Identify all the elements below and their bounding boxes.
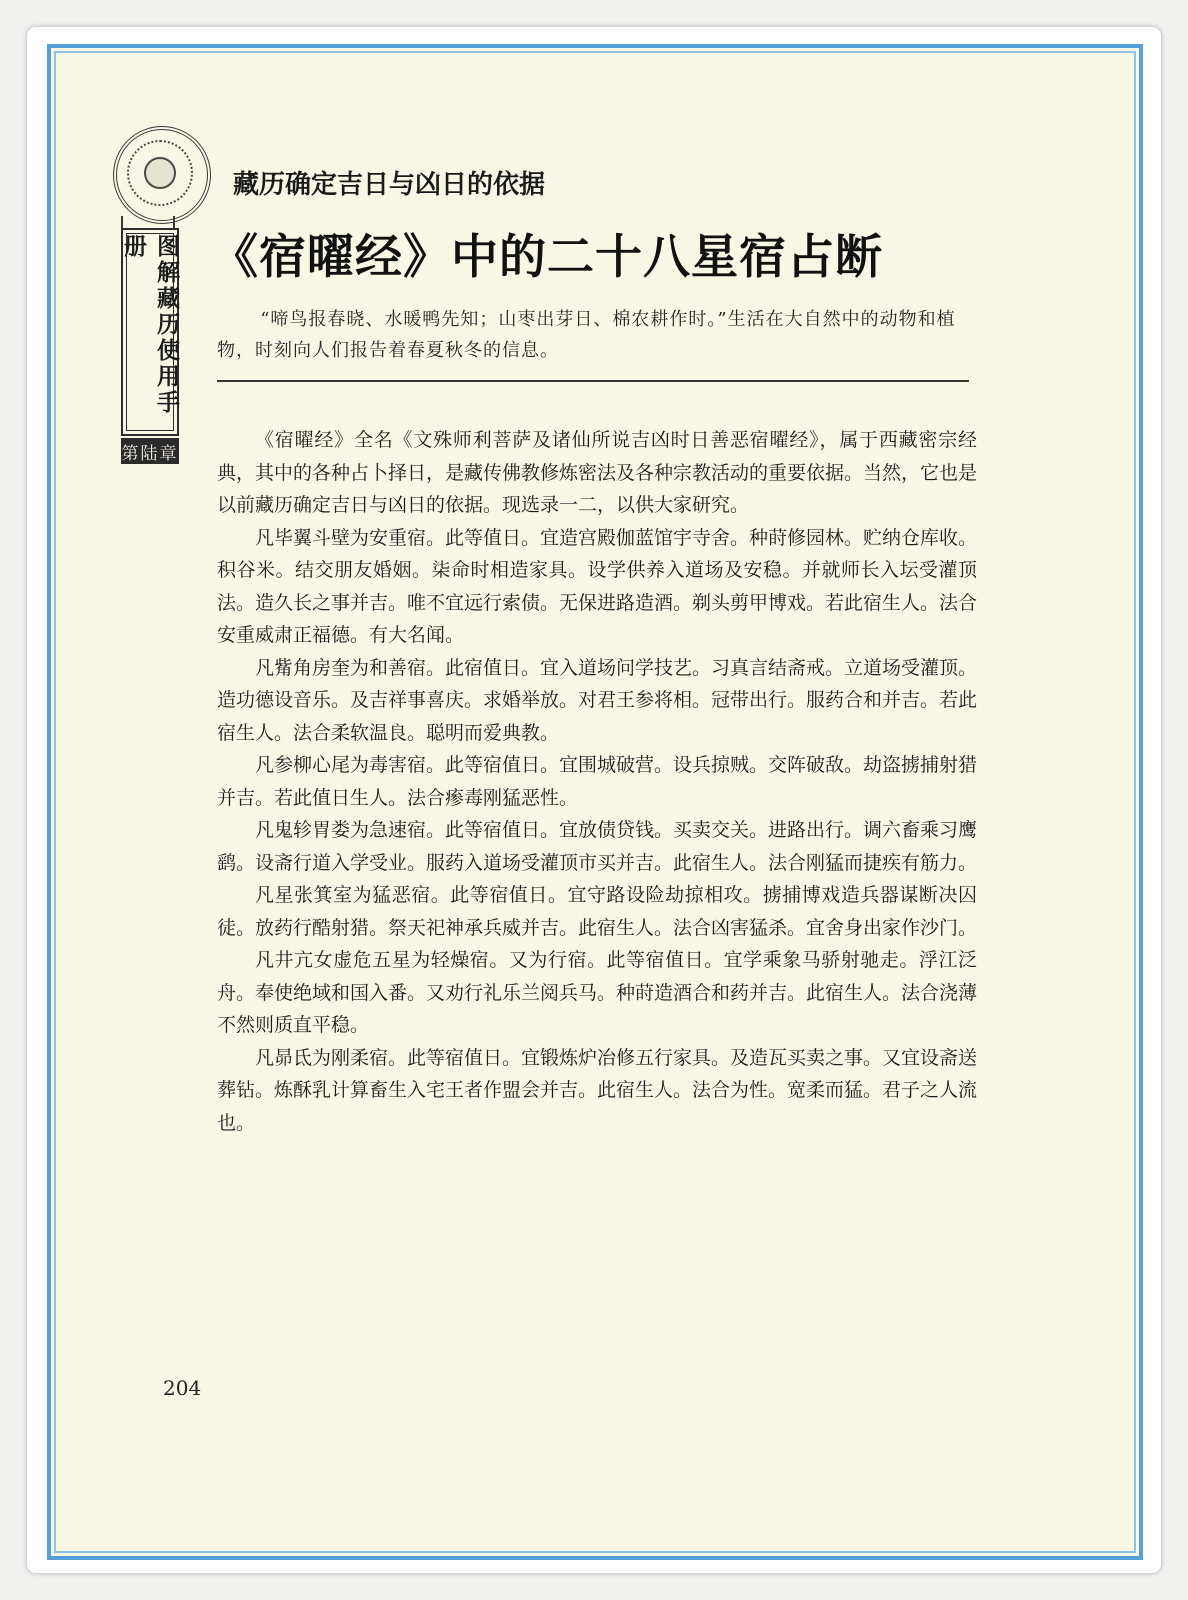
paragraph-1: 《宿曜经》全名《文殊师利菩萨及诸仙所说吉凶时日善恶宿曜经》，属于西藏密宗经典，其中的各种占卜择日，是藏传佛教修炼密法及各种宗教活动的重要依据。当然，它也是以前藏历确定吉日与凶日的依据。现选录一二，以供大家研究。 <box>217 429 978 516</box>
chapter-label: 第陆章 <box>121 438 179 464</box>
intro-paragraph: “啼鸟报春晓、水暖鸭先知；山枣出芽日、棉农耕作时。”生活在大自然中的动物和植物，时刻向人们报告着春夏秋冬的信息。 <box>217 309 956 361</box>
side-tab-inner <box>120 233 180 431</box>
paragraph-2: 凡毕翼斗壁为安重宿。此等值日。宜造宫殿伽蓝馆宇寺舍。种莳修园林。贮纳仓库收。积谷米。结交朋友婚姻。柒命时相造家具。设学供养入道场及安稳。并就师长入坛受灌顶法。造久长之事并吉。唯不宜远行索债。无保进路造酒。剃头剪甲博戏。若此宿生人。法合安重威肃正福德。有大名闻。 <box>217 526 978 646</box>
paragraph-3: 凡觜角房奎为和善宿。此宿值日。宜入道场问学技艺。习真言结斋戒。立道场受灌顶。造功德设音乐。及吉祥事喜庆。求婚举放。对君王参将相。冠带出行。服药合和并吉。若此宿生人。法合柔软温良。聪明而爱典教。 <box>217 656 978 744</box>
emblem-core <box>144 157 176 189</box>
page-title: 《宿曜经》中的二十八星宿占断 <box>211 230 883 285</box>
divider <box>217 380 969 382</box>
emblem-stem <box>121 216 175 228</box>
paragraph-4: 凡参柳心尾为毒害宿。此等宿值日。宜围城破营。设兵掠贼。交阵破敌。劫盗掳捕射猎并吉。若此值日生人。法合瘆毒刚猛恶性。 <box>217 754 978 809</box>
page-number: 204 <box>163 1376 202 1400</box>
paragraph-8: 凡昴氐为刚柔宿。此等宿值日。宜锻炼炉冶修五行家具。及造瓦买卖之事。又宜设斋送葬钻。炼酥乳计算畜生入宅王者作盟会并吉。此宿生人。法合为性。宽柔而猛。君子之人流也。 <box>217 1046 978 1134</box>
body-text <box>217 424 977 1139</box>
emblem-icon <box>113 126 211 224</box>
paragraph-6: 凡星张箕室为猛恶宿。此等宿值日。宜守路设险劫掠相攻。掳捕博戏造兵器谋断决囚徒。放药行酷射猎。祭天祀神承兵威并吉。此宿生人。法合凶害猛杀。宜舍身出家作沙门。 <box>217 884 978 939</box>
paragraph-5: 凡鬼轸胃娄为急速宿。此等宿值日。宜放债贷钱。买卖交关。进路出行。调六畜乘习鹰鹞。设斋行道入学受业。服药入道场受灌顶市买并吉。此宿生人。法合刚猛而捷疾有筋力。 <box>217 819 978 874</box>
book-page <box>47 44 1143 1560</box>
paragraph-7: 凡井亢女虚危五星为轻燥宿。又为行宿。此等宿值日。宜学乘象马骄射驰走。浮江泛舟。奉使绝域和国入番。又劝行礼乐兰阅兵马。种莳造酒合和药并吉。此宿生人。法合浇薄不然则质直平稳。 <box>217 949 978 1036</box>
side-tab <box>121 228 179 436</box>
side-tab-text: 图解藏历使用手册 <box>120 234 180 416</box>
section-subtitle: 藏历确定吉日与凶日的依据 <box>233 170 546 200</box>
